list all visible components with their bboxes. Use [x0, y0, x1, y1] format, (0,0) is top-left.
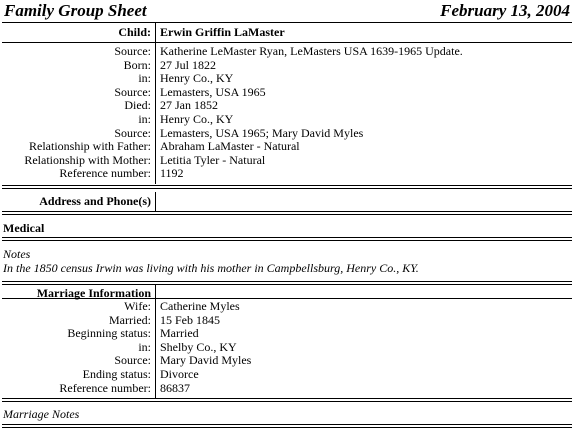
- field-label: Reference number:: [59, 380, 151, 395]
- field-value: Shelby Co., KY: [160, 339, 237, 354]
- field-label: Wife:: [124, 299, 151, 313]
- field-label: Died:: [124, 98, 151, 113]
- child-name: Erwin Griffin LaMaster: [160, 25, 285, 39]
- address-label: Address and Phone(s): [39, 194, 151, 208]
- divider: [2, 401, 572, 402]
- field-label: Reference number:: [59, 166, 151, 181]
- field-value: 27 Jan 1852: [160, 98, 218, 113]
- field-label: Source:: [114, 125, 151, 140]
- field-value: 15 Feb 1845: [160, 312, 220, 327]
- field-value: Married: [160, 326, 199, 341]
- divider: [2, 22, 572, 23]
- column-divider: [155, 23, 156, 184]
- field-value: 86837: [160, 380, 190, 395]
- divider: [2, 284, 572, 285]
- column-divider: [155, 285, 156, 398]
- field-value: Katherine LeMaster Ryan, LeMasters USA 1639-1965 Update.: [160, 44, 463, 58]
- medical-label: Medical: [3, 221, 45, 235]
- divider: [2, 398, 572, 399]
- field-label: Relationship with Mother:: [24, 152, 151, 167]
- field-label: Born:: [123, 57, 151, 72]
- field-label: Source:: [114, 44, 151, 58]
- field-label: Relationship with Father:: [29, 139, 151, 154]
- divider: [2, 237, 572, 238]
- field-value: 1192: [160, 166, 184, 181]
- sheet-date: February 13, 2004: [440, 1, 570, 20]
- field-value: Catherine Myles: [160, 299, 240, 313]
- marriage-notes-label: Marriage Notes: [3, 407, 80, 421]
- field-label: Ending status:: [82, 367, 151, 381]
- divider: [2, 298, 572, 299]
- divider: [2, 42, 572, 43]
- child-label: Child:: [118, 25, 151, 39]
- divider: [2, 281, 572, 282]
- sheet-title: Family Group Sheet: [4, 1, 147, 20]
- column-divider: [155, 192, 156, 211]
- field-label: Beginning status:: [67, 326, 151, 341]
- divider: [2, 214, 572, 215]
- notes-label: Notes: [3, 247, 31, 261]
- field-label: in:: [138, 112, 151, 126]
- divider: [2, 427, 572, 428]
- field-label: Married:: [109, 312, 151, 327]
- field-value: Mary David Myles: [160, 353, 252, 368]
- notes-text: In the 1850 census Irwin was living with his mother in Campbellsburg, Henry Co., KY.: [3, 261, 419, 275]
- field-value: Henry Co., KY: [160, 112, 234, 126]
- divider: [2, 185, 572, 186]
- divider: [2, 240, 572, 241]
- field-value: Abraham LaMaster - Natural: [160, 139, 300, 154]
- divider: [2, 211, 572, 212]
- field-label: Source:: [114, 84, 151, 99]
- field-value: 27 Jul 1822: [160, 57, 217, 72]
- field-value: Henry Co., KY: [160, 71, 234, 86]
- divider: [2, 424, 572, 425]
- field-value: Letitia Tyler - Natural: [160, 152, 266, 167]
- field-label: Source:: [114, 353, 151, 368]
- field-value: Divorce: [160, 367, 199, 381]
- field-value: Lemasters, USA 1965; Mary David Myles: [160, 125, 364, 140]
- marriage-heading: Marriage Information: [36, 286, 151, 300]
- field-label: in:: [138, 339, 151, 354]
- field-value: Lemasters, USA 1965: [160, 84, 266, 99]
- field-label: in:: [138, 71, 151, 86]
- divider: [2, 188, 572, 189]
